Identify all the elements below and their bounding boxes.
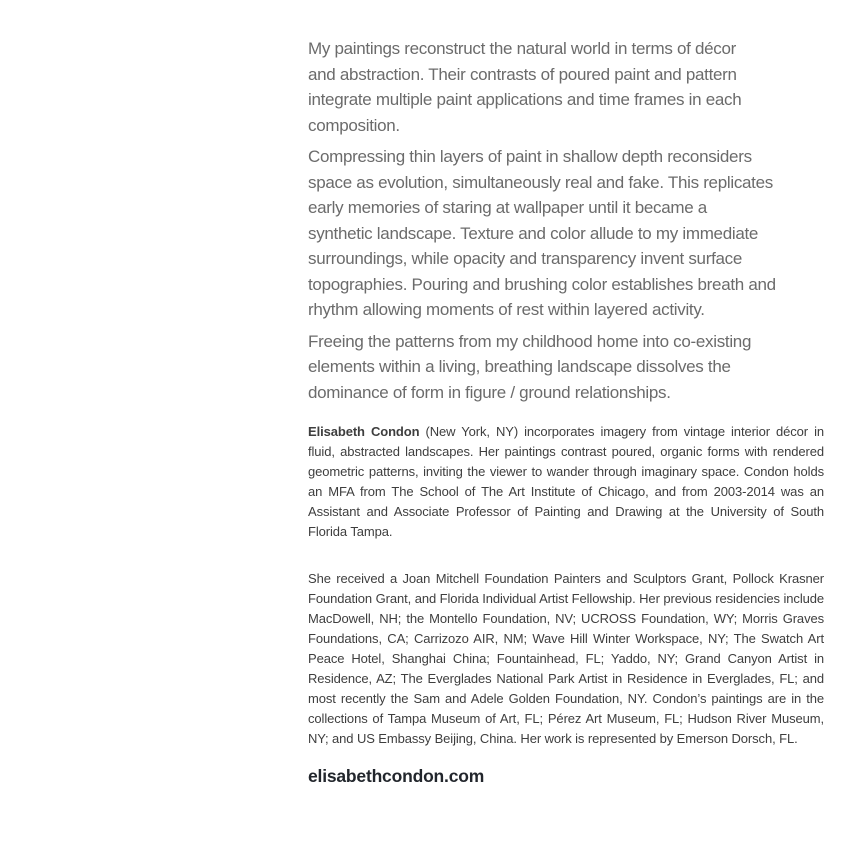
statement-line: synthetic landscape. Texture and color allude to my immediate bbox=[308, 223, 759, 243]
statement-line: elements within a living, breathing landscape dissolves the bbox=[308, 357, 731, 376]
statement-line: Compressing thin layers of paint in shallow depth reconsiders bbox=[308, 147, 752, 166]
statement-line: space as evolution, simultaneously real and fake. This replicates bbox=[308, 172, 773, 192]
statement-line: rhythm allowing moments of rest within layered activity. bbox=[308, 300, 705, 319]
statement-line: surroundings, while opacity and transparency invent surface bbox=[308, 249, 742, 268]
statement-paragraph-2 bbox=[308, 144, 824, 323]
bio-paragraph-1 bbox=[308, 422, 824, 542]
bio-paragraph-2: She received a Joan Mitchell Foundation Painters and Sculptors Grant, Pollock Krasner Foundation Grant, and Florida Individual Artist Fellowship. Her previous residencies include MacDowell, NH; the Montello Foundation, NV; UCROSS Foundation, WY; Morris Graves Foundations, CA; Carrizozo AIR, NM; Wave Hill Winter Workspace, NY; The Swatch Art Peace Hotel, Shanghai China; Fountainhead, FL; Yaddo, NY; Grand Canyon Artist in Residence, AZ; The Everglades National Park Artist in Residence in Everglades, FL; and most recently the Sam and Adele Golden Foundation, NY. Condon’s paintings are in the collections of Tampa Museum of Art, FL; Pérez Art Museum, FL; Hudson River Museum, NY; and US Embassy Beijing, China. Her work is represented by Emerson Dorsch, FL. bbox=[308, 571, 824, 746]
text-column bbox=[308, 36, 824, 787]
statement-paragraph-3 bbox=[308, 329, 824, 406]
statement-line: My paintings reconstruct the natural world in terms of décor bbox=[308, 39, 736, 58]
bio-paragraph-1-text: (New York, NY) incorporates imagery from vintage interior décor in fluid, abstracted landscapes. Her paintings contrast poured, organic forms with rendered geometric patterns, inviting the viewer to wander through imaginary space. Condon holds an MFA from The School of The Art Institute of Chicago, and from 2003-2014 was an Assistant and Associate Professor of Painting and Drawing at the University of South Florida Tampa. bbox=[308, 424, 825, 539]
statement-line: dominance of form in figure / ground relationships. bbox=[308, 382, 671, 402]
statement-line: integrate multiple paint applications and time frames in each bbox=[308, 90, 742, 109]
statement-paragraph-1 bbox=[308, 36, 824, 138]
bio-section bbox=[308, 422, 824, 749]
website-url: elisabethcondon.com bbox=[308, 766, 485, 786]
statement-line: early memories of staring at wallpaper until it became a bbox=[308, 198, 707, 217]
statement-line: topographies. Pouring and brushing color establishes breath and bbox=[308, 274, 776, 294]
artist-name: Elisabeth Condon bbox=[308, 424, 420, 439]
statement-line: Freeing the patterns from my childhood home into co-existing bbox=[308, 331, 752, 351]
artist-statement bbox=[308, 36, 824, 405]
statement-line: and abstraction. Their contrasts of poured paint and pattern bbox=[308, 64, 737, 84]
statement-line: composition. bbox=[308, 115, 400, 135]
